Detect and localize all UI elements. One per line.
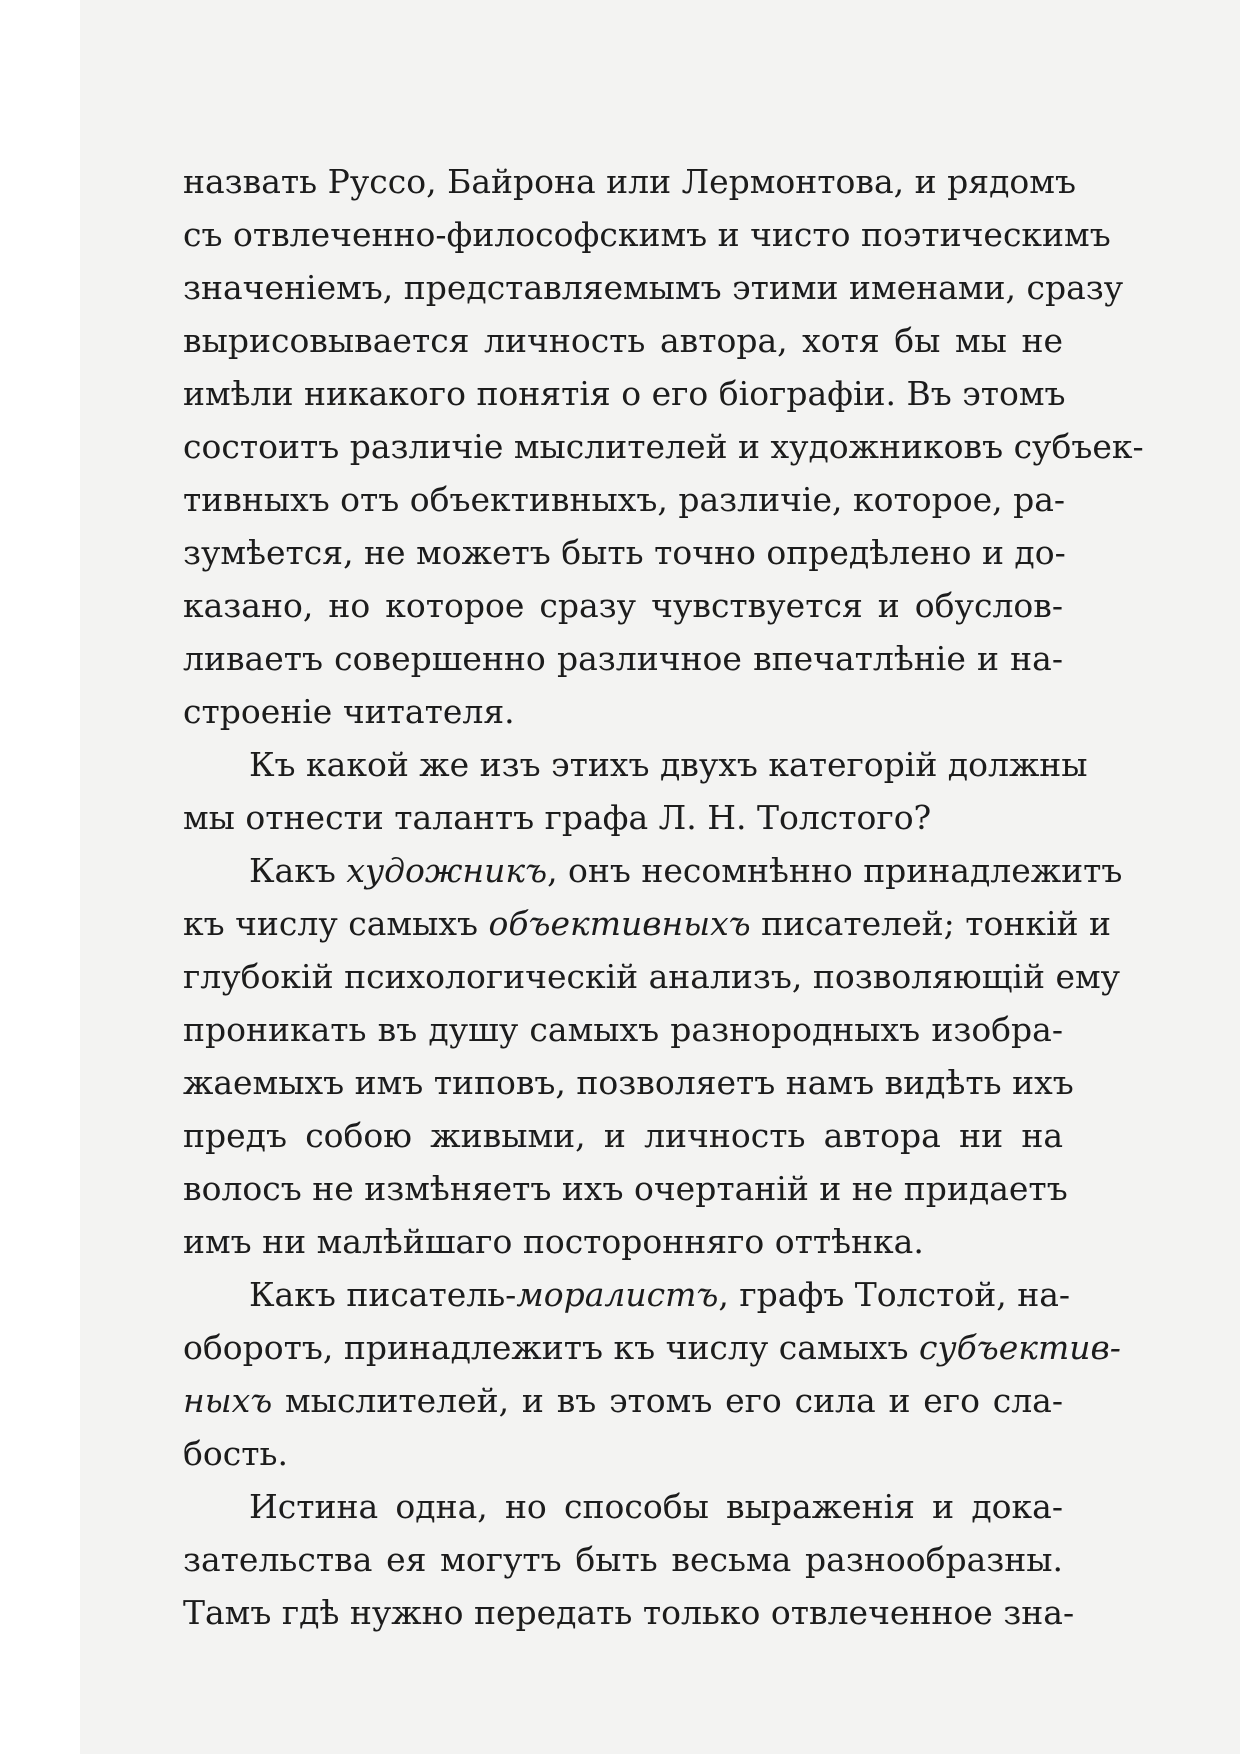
text-segment: Къ какой же изъ этихъ двухъ категорій должны [249, 745, 1088, 784]
italic-segment: ныхъ [183, 1381, 273, 1420]
text-line-16 [183, 950, 1121, 1003]
text-segment: назвать Руссо, Байрона или Лермонтова, и рядомъ [183, 162, 1076, 201]
text-segment: глубокій психологическій анализъ, позволяющій ему [183, 957, 1121, 996]
italic-segment: субъектив- [918, 1328, 1121, 1367]
text-line-21 [183, 1215, 1063, 1268]
text-line-14 [183, 844, 1123, 897]
text-line-7 [183, 473, 1066, 526]
text-segment: ливаетъ совершенно различное впечатлѣніе и на- [183, 639, 1063, 678]
text-segment: , онъ несомнѣнно принадлежитъ [547, 851, 1123, 890]
text-segment: предъ собою живыми, и личность автора ни на [183, 1116, 1063, 1155]
text-segment: оборотъ, принадлежитъ къ числу самыхъ [183, 1328, 919, 1367]
text-line-10 [183, 632, 1063, 685]
text-segment: имѣли никакого понятія о его біографіи. Въ этомъ [183, 374, 1066, 413]
text-line-12 [183, 738, 1088, 791]
text-segment: писателей; тонкій и [750, 904, 1111, 943]
text-line-11 [183, 685, 1063, 738]
italic-segment: художникъ [346, 851, 548, 890]
text-segment: состоитъ различіе мыслителей и художниковъ субъек- [183, 427, 1144, 466]
text-segment: мы отнести талантъ графа Л. Н. Толстого? [183, 798, 932, 837]
text-segment: имъ ни малѣйшаго посторонняго оттѣнка. [183, 1222, 924, 1261]
text-line-27 [183, 1533, 1063, 1586]
text-segment: Тамъ гдѣ нужно передать только отвлеченное зна- [183, 1593, 1075, 1632]
text-segment: Какъ [249, 851, 347, 890]
text-line-4 [183, 314, 1063, 367]
italic-segment: моралистъ [516, 1275, 719, 1314]
text-segment: тивныхъ отъ объективныхъ, различіе, которое, ра- [183, 480, 1066, 519]
text-line-17 [183, 1003, 1063, 1056]
text-segment: строеніе читателя. [183, 692, 515, 731]
text-line-1 [183, 155, 1076, 208]
text-segment: къ числу самыхъ [183, 904, 489, 943]
text-line-5 [183, 367, 1066, 420]
text-segment: бость. [183, 1434, 288, 1473]
text-segment: зумѣется, не можетъ быть точно опредѣлено и до- [183, 533, 1066, 572]
text-line-15 [183, 897, 1111, 950]
text-line-24 [183, 1374, 1063, 1427]
text-line-25 [183, 1427, 1063, 1480]
text-segment: казано, но которое сразу чувствуется и обуслов- [183, 586, 1063, 625]
text-line-20 [183, 1162, 1068, 1215]
page-text [183, 155, 1144, 1639]
text-line-26 [183, 1480, 1063, 1533]
text-line-13 [183, 791, 1063, 844]
text-line-6 [183, 420, 1144, 473]
text-segment: Истина одна, но способы выраженія и дока- [249, 1487, 1063, 1526]
text-line-9 [183, 579, 1063, 632]
text-segment: значеніемъ, представляемымъ этими именами, сразу [183, 268, 1124, 307]
text-segment: волосъ не измѣняетъ ихъ очертаній и не придаетъ [183, 1169, 1068, 1208]
text-line-18 [183, 1056, 1074, 1109]
text-line-22 [183, 1268, 1071, 1321]
text-segment: проникать въ душу самыхъ разнородныхъ изобра- [183, 1010, 1063, 1049]
text-segment: съ отвлеченно-философскимъ и чисто поэтическимъ [183, 215, 1111, 254]
text-line-28 [183, 1586, 1075, 1639]
text-line-3 [183, 261, 1124, 314]
text-line-2 [183, 208, 1111, 261]
text-line-23 [183, 1321, 1121, 1374]
text-segment: Какъ писатель- [249, 1275, 517, 1314]
text-segment: зательства ея могутъ быть весьма разнообразны. [183, 1540, 1063, 1579]
text-segment: , графъ Толстой, на- [718, 1275, 1071, 1314]
text-line-19 [183, 1109, 1063, 1162]
text-segment: жаемыхъ имъ типовъ, позволяетъ намъ видѣть ихъ [183, 1063, 1074, 1102]
text-segment: вырисовывается личность автора, хотя бы мы не [183, 321, 1063, 360]
italic-segment: объективныхъ [488, 904, 751, 943]
text-line-8 [183, 526, 1066, 579]
text-segment: мыслителей, и въ этомъ его сила и его сла- [272, 1381, 1063, 1420]
